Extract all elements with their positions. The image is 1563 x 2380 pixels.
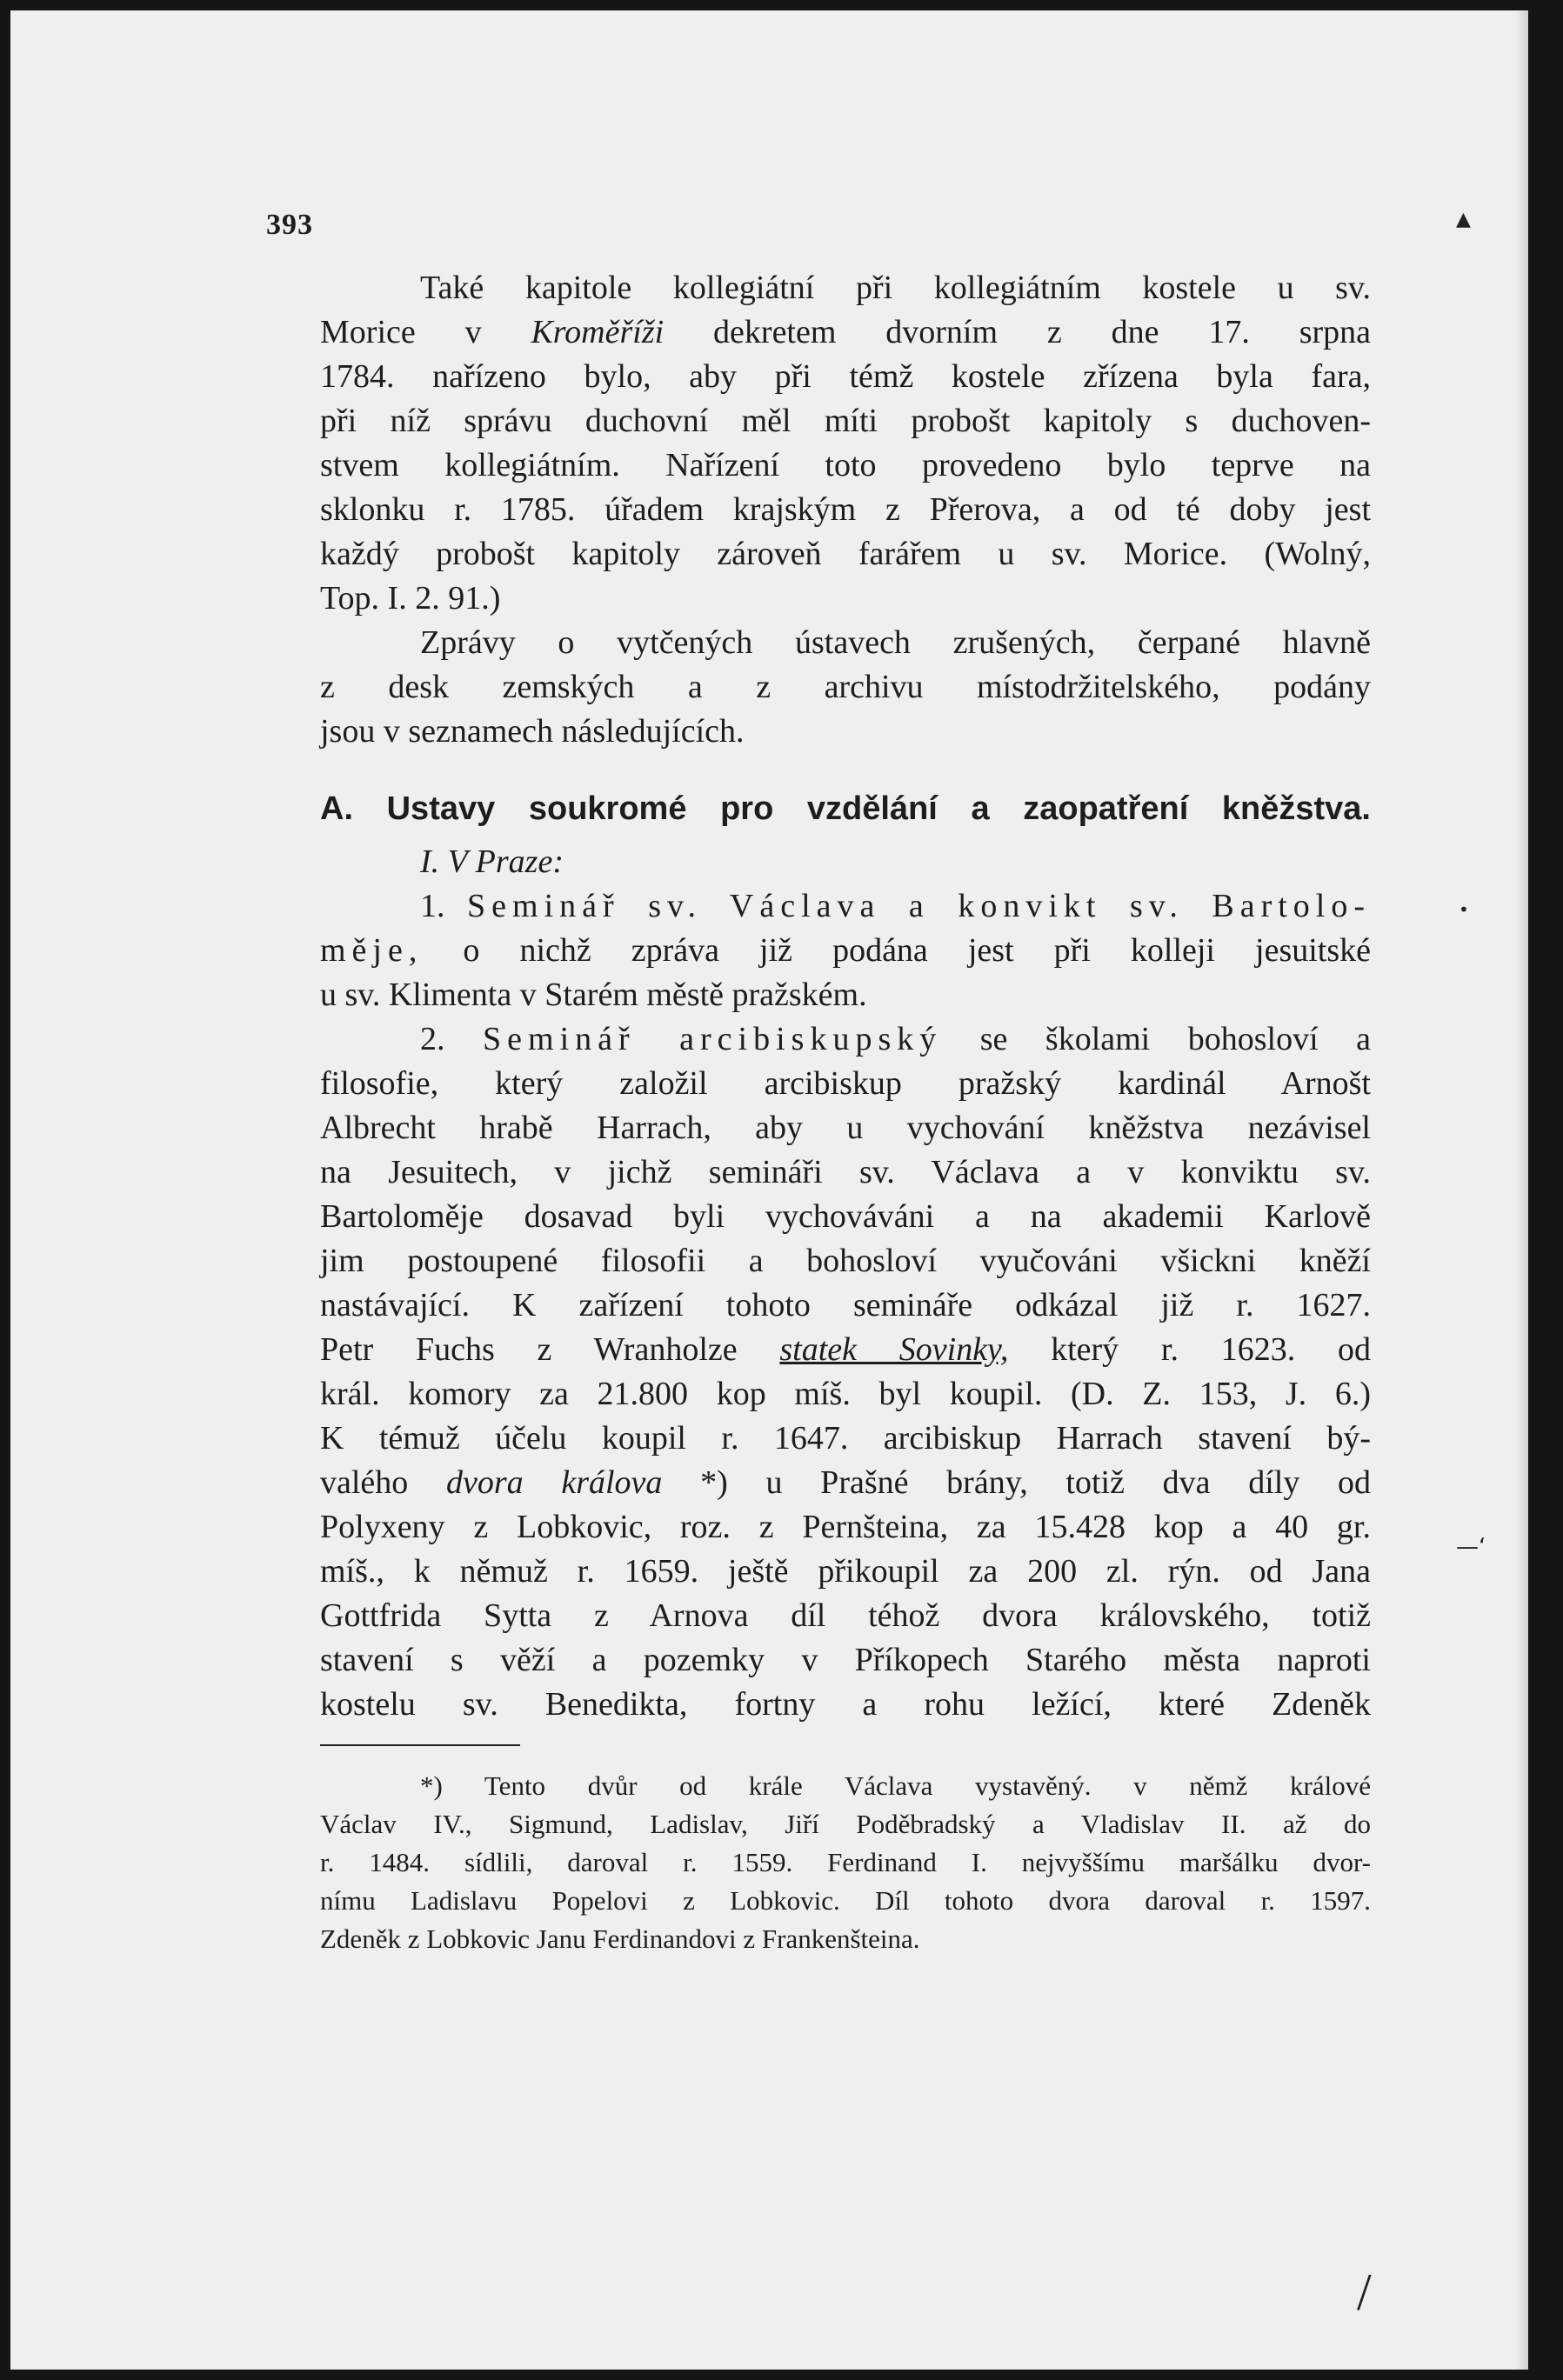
item-2-line: na Jesuitech, v jichž semináři sv. Václava a v konviktu sv. bbox=[320, 1154, 1371, 1190]
margin-mark-icon: ▲ bbox=[1456, 209, 1471, 230]
text-line: stvem kollegiátním. Nařízení toto provedeno bylo teprve na bbox=[320, 447, 1371, 483]
item-title-spaced: Seminář arcibiskupský bbox=[483, 1021, 943, 1057]
margin-mark-icon: —‘ bbox=[1456, 1534, 1486, 1560]
item-2-line: Polyxeny z Lobkovic, roz. z Pernšteina, za 15.428 kop a 40 gr. bbox=[320, 1509, 1371, 1545]
item-2-line: filosofie, který založil arcibiskup pražský kardinál Arnošt bbox=[320, 1065, 1371, 1102]
item-2-line: stavení s věží a pozemky v Příkopech Starého města naproti bbox=[320, 1642, 1371, 1678]
footnote-line: Zdeněk z Lobkovic Janu Ferdinandovi z Frankenšteina. bbox=[320, 1923, 920, 1954]
text-line: sklonku r. 1785. úřadem krajským z Přerova, a od té doby jest bbox=[320, 491, 1371, 528]
section-heading: A. Ustavy soukromé pro vzdělání a zaopatření kněžstva. bbox=[320, 790, 1371, 827]
item-2-line: jim postoupené filosofii a bohosloví vyučováni všickni kněží bbox=[320, 1243, 1371, 1279]
text-line: Top. I. 2. 91.) bbox=[320, 580, 501, 617]
text-line: Také kapitole kollegiátní při kollegiátním kostele u sv. bbox=[420, 270, 1371, 306]
item-2-line: Gottfrida Sytta z Arnova díl téhož dvora královského, totiž bbox=[320, 1597, 1371, 1634]
book-page bbox=[10, 10, 1528, 2370]
item-1-line: u sv. Klimenta v Starém městě pražském. bbox=[320, 977, 867, 1013]
item-2-line: nastávající. K zařízení tohoto semináře odkázal již r. 1627. bbox=[320, 1287, 1371, 1323]
item-title-spaced: měje, bbox=[320, 932, 424, 969]
text-line: 1784. nařízeno bylo, aby při témž kostele zřízena byla fara, bbox=[320, 358, 1371, 395]
footnote-line: nímu Ladislavu Popelovi z Lobkovic. Díl tohoto dvora daroval r. 1597. bbox=[320, 1885, 1371, 1916]
item-number: 1. bbox=[420, 888, 445, 924]
item-number: 2. bbox=[420, 1021, 445, 1057]
footnote-line: r. 1484. sídlili, daroval r. 1559. Ferdinand I. nejvyššímu maršálku dvor- bbox=[320, 1847, 1371, 1877]
main-text bbox=[320, 266, 1371, 1958]
item-2-line: valého dvora králova *) u Prašné brány, totiž dva díly od bbox=[320, 1464, 1372, 1501]
text-line: Zprávy o vytčených ústavech zrušených, čerpané hlavně bbox=[420, 624, 1371, 661]
footnote bbox=[320, 1767, 1371, 1958]
text-line: při níž správu duchovní měl míti probošt kapitoly s duchoven- bbox=[320, 403, 1371, 439]
item-2-line: 2. Seminář arcibiskupský se školami bohosloví a bbox=[420, 1021, 1372, 1057]
page-edge-shadow bbox=[1516, 10, 1528, 2370]
margin-mark-icon: • bbox=[1459, 899, 1469, 920]
section-subheading: I. V Praze: bbox=[420, 843, 564, 880]
italic-place: Kroměříži bbox=[531, 314, 665, 350]
text-line: Morice v Kroměříži dekretem dvorním z dne 17. srpna bbox=[320, 314, 1371, 350]
item-2-line: král. komory za 21.800 kop míš. byl koupil. (D. Z. 153, J. 6.) bbox=[320, 1376, 1371, 1412]
page-number: 393 bbox=[266, 209, 313, 241]
text-line: z desk zemských a z archivu místodržitelského, podány bbox=[320, 669, 1371, 705]
item-2-line: Bartoloměje dosavad byli vychováváni a na akademii Karlově bbox=[320, 1198, 1371, 1235]
pencil-mark-icon: / bbox=[1357, 2263, 1372, 2321]
item-2-line: míš., k němuž r. 1659. ještě přikoupil za 200 zl. rýn. od Jana bbox=[320, 1553, 1371, 1590]
footnote-line: *) Tento dvůr od krále Václava vystavěný. v němž králové bbox=[420, 1770, 1371, 1801]
italic-court: dvora králova bbox=[446, 1464, 663, 1501]
text-line: jsou v seznamech následujících. bbox=[320, 713, 745, 750]
item-1-line: měje, o nichž zpráva již podána jest při kolleji jesuitské bbox=[320, 932, 1372, 969]
italic-estate: statek Sovinky, bbox=[779, 1331, 1009, 1368]
item-title-spaced: Seminář sv. Václava a konvikt sv. Bartolo- bbox=[467, 888, 1371, 924]
item-2-line: K témuž účelu koupil r. 1647. arcibiskup Harrach stavení bý- bbox=[320, 1420, 1371, 1457]
item-1-line bbox=[320, 884, 1371, 929]
item-2-line: Petr Fuchs z Wranholze statek Sovinky, který r. 1623. od bbox=[320, 1331, 1372, 1368]
item-2-line: Albrecht hrabě Harrach, aby u vychování kněžstva nezávisel bbox=[320, 1110, 1371, 1146]
footnote-divider bbox=[320, 1744, 520, 1746]
item-2-line: kostelu sv. Benedikta, fortny a rohu ležící, které Zdeněk bbox=[320, 1686, 1371, 1723]
text-line: každý probošt kapitoly zároveň farářem u sv. Morice. (Wolný, bbox=[320, 536, 1371, 572]
footnote-line: Václav IV., Sigmund, Ladislav, Jiří Poděbradský a Vladislav II. až do bbox=[320, 1809, 1371, 1839]
